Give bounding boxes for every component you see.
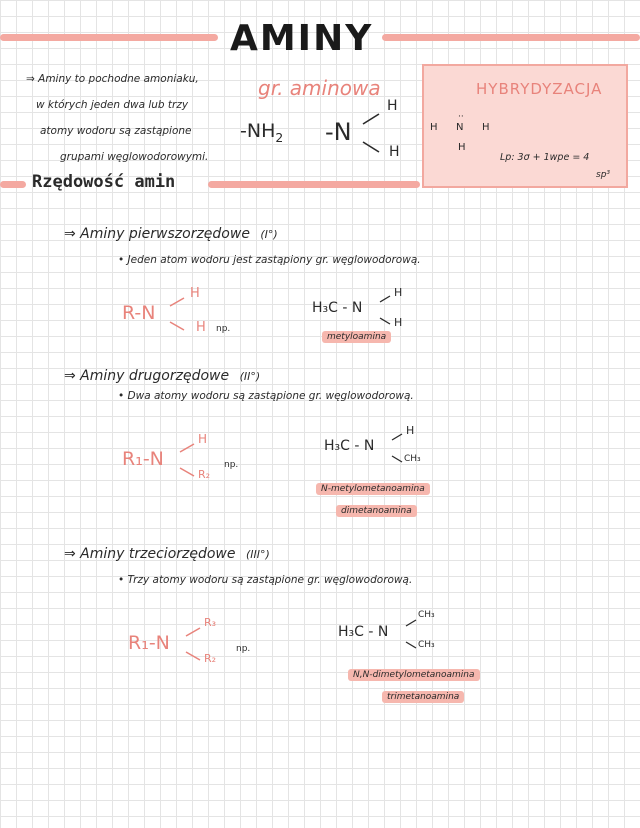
secondary-heading-text: ⇒ Aminy drugorzędowe — [64, 368, 230, 384]
secondary-example — [324, 424, 454, 474]
hybridization-result: sp³ — [596, 170, 611, 180]
secondary-example-name-1 — [316, 484, 430, 494]
page-title: AMINY — [230, 18, 374, 59]
primary-h-top: H — [190, 286, 200, 301]
lewis-h-right: H — [482, 122, 490, 133]
lewis-h-bottom: H — [458, 142, 466, 153]
secondary-h-top: H — [198, 432, 208, 446]
tertiary-example-name-2-text: trimetanoamina — [382, 691, 464, 703]
amino-group-label: gr. aminowa — [258, 76, 381, 100]
secondary-bonds — [122, 428, 262, 484]
tertiary-r3: R₃ — [204, 616, 217, 629]
nh2-formula — [240, 120, 283, 145]
tertiary-example-ch3-top: CH₃ — [418, 610, 435, 620]
tertiary-np: np. — [236, 644, 251, 654]
primary-example-h-top: H — [394, 286, 403, 299]
amine-h-top: H — [387, 98, 398, 114]
amine-n: -N — [325, 118, 352, 146]
primary-example-name-text: metyloamina — [322, 331, 391, 343]
tertiary-example-formula: H₃C - N — [338, 624, 389, 640]
title-bar-right — [382, 34, 640, 41]
lewis-structure — [428, 108, 508, 158]
intro-text — [26, 66, 208, 170]
lewis-lone-pair: ·· — [458, 112, 464, 122]
hybridization-box — [422, 64, 628, 188]
lewis-h-left: H — [430, 122, 438, 133]
nh2-text: -NH — [240, 120, 276, 142]
secondary-example-ch3: CH₃ — [404, 454, 421, 464]
hybridization-title: HYBRYDYZACJA — [476, 80, 603, 98]
secondary-general-formula — [122, 428, 262, 484]
primary-example-h-bottom: H — [394, 316, 403, 329]
secondary-example-h: H — [406, 424, 415, 437]
intro-line-3: atomy wodoru są zastąpione — [40, 125, 192, 137]
secondary-example-bonds — [324, 424, 454, 474]
amine-bonds — [325, 96, 415, 166]
section-bar-right — [208, 181, 420, 188]
section-title: Rzędowość amin — [32, 172, 176, 192]
title-bar-left — [0, 34, 218, 41]
section-bar-left — [0, 181, 26, 188]
primary-example-bonds — [312, 286, 432, 336]
tertiary-degree: (III°) — [245, 548, 270, 561]
amine-h-bottom: H — [389, 144, 400, 160]
tertiary-example — [338, 610, 468, 660]
tertiary-description: • Trzy atomy wodoru są zastąpione gr. węglowodorową. — [118, 574, 413, 586]
tertiary-example-name-1 — [348, 670, 480, 680]
secondary-example-name-2 — [336, 506, 417, 516]
amine-n-structure — [325, 96, 415, 166]
secondary-heading — [64, 368, 260, 384]
primary-example-formula: H₃C - N — [312, 300, 363, 316]
secondary-degree: (II°) — [239, 370, 261, 383]
nh2-subscript: 2 — [275, 130, 284, 145]
primary-general-formula — [122, 282, 242, 338]
tertiary-example-name-1-text: N,N-dimetylometanoamina — [348, 669, 480, 681]
primary-h-bottom: H — [196, 320, 206, 335]
tertiary-example-ch3-bottom: CH₃ — [418, 640, 435, 650]
secondary-example-name-1-text: N-metylometanoamina — [316, 483, 430, 495]
hybridization-formula: Lp: 3σ + 1wpe = 4 — [500, 152, 590, 163]
primary-example-name — [322, 332, 391, 342]
tertiary-heading — [64, 546, 270, 562]
tertiary-r2: R₂ — [204, 652, 217, 665]
primary-degree: (I°) — [260, 228, 278, 241]
tertiary-bonds — [128, 614, 268, 670]
secondary-np: np. — [224, 460, 239, 470]
tertiary-heading-text: ⇒ Aminy trzeciorzędowe — [64, 546, 236, 562]
secondary-example-name-2-text: dimetanoamina — [336, 505, 417, 517]
primary-description: • Jeden atom wodoru jest zastąpiony gr. węglowodorową. — [118, 254, 421, 266]
tertiary-rn: R₁-N — [128, 632, 170, 654]
intro-line-1: ⇒ Aminy to pochodne amoniaku, — [26, 73, 199, 85]
secondary-example-formula: H₃C - N — [324, 438, 375, 454]
secondary-r2: R₂ — [198, 468, 211, 481]
primary-np: np. — [216, 324, 231, 334]
tertiary-example-bonds — [338, 610, 468, 660]
intro-line-2: w których jeden dwa lub trzy — [36, 99, 189, 111]
primary-heading — [64, 226, 278, 242]
primary-rn: R-N — [122, 302, 156, 324]
primary-heading-text: ⇒ Aminy pierwszorzędowe — [64, 226, 250, 242]
primary-example — [312, 286, 432, 336]
secondary-description: • Dwa atomy wodoru są zastąpione gr. węglowodorową. — [118, 390, 414, 402]
intro-line-4: grupami węglowodorowymi. — [60, 151, 209, 163]
tertiary-general-formula — [128, 614, 268, 670]
tertiary-example-name-2 — [382, 692, 464, 702]
secondary-rn: R₁-N — [122, 448, 164, 470]
lewis-n: N — [456, 122, 464, 133]
